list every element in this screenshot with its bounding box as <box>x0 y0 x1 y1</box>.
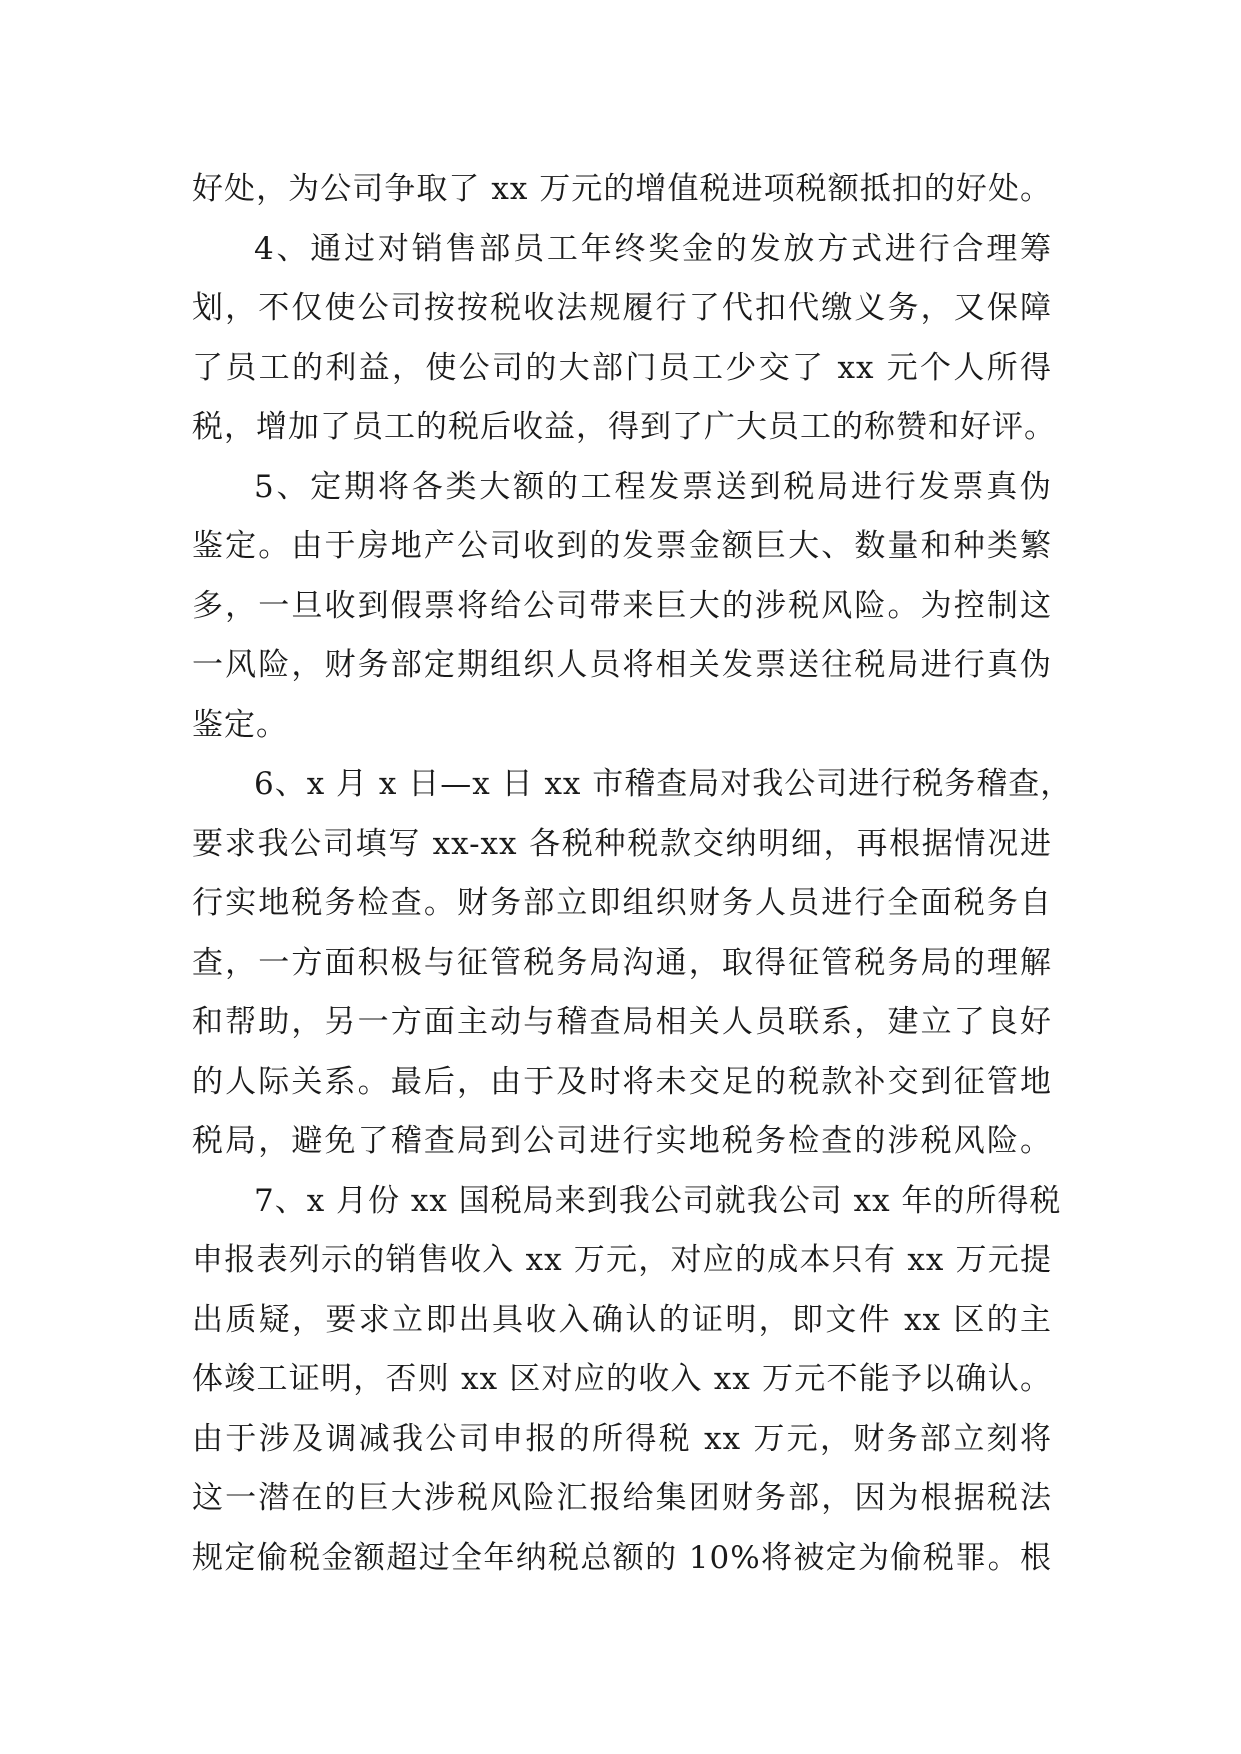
text-line: 体竣工证明，否则 xx 区对应的收入 xx 万元不能予以确认。 <box>192 1361 1052 1397</box>
text-line: 6、x 月 x 日—x 日 xx 市稽查局对我公司进行税务稽查， <box>254 766 1073 802</box>
text-line: 申报表列示的销售收入 xx 万元，对应的成本只有 xx 万元提 <box>192 1242 1052 1278</box>
text-line: 鉴定。 <box>192 706 288 743</box>
text-line: 出质疑，要求立即出具收入确认的证明，即文件 xx 区的主 <box>192 1301 1052 1338</box>
text-line: 税局，避免了稽查局到公司进行实地税务检查的涉税风险。 <box>192 1123 1052 1159</box>
text-line: 多，一旦收到假票将给公司带来巨大的涉税风险。为控制这 <box>192 587 1052 624</box>
text-line: 4、通过对销售部员工年终奖金的发放方式进行合理筹 <box>254 230 1052 267</box>
text-line: 好处，为公司争取了 xx 万元的增值税进项税额抵扣的好处。 <box>192 171 1052 207</box>
text-line: 查，一方面积极与征管税务局沟通，取得征管税务局的理解 <box>192 944 1052 981</box>
text-line: 了员工的利益，使公司的大部门员工少交了 xx 元个人所得 <box>192 349 1052 386</box>
text-line: 要求我公司填写 xx-xx 各税种税款交纳明细，再根据情况进 <box>192 825 1052 862</box>
text-line: 鉴定。由于房地产公司收到的发票金额巨大、数量和种类繁 <box>192 528 1052 564</box>
body-text <box>192 160 1073 1588</box>
text-line: 划，不仅使公司按按税收法规履行了代扣代缴义务，又保障 <box>192 290 1052 326</box>
text-line: 和帮助，另一方面主动与稽查局相关人员联系，建立了良好 <box>192 1004 1052 1040</box>
text-line: 这一潜在的巨大涉税风险汇报给集团财务部，因为根据税法 <box>192 1480 1052 1516</box>
text-line: 行实地税务检查。财务部立即组织财务人员进行全面税务自 <box>192 885 1052 921</box>
text-line: 一风险，财务部定期组织人员将相关发票送往税局进行真伪 <box>192 647 1052 683</box>
text-line: 规定偷税金额超过全年纳税总额的 10%将被定为偷税罪。根 <box>192 1539 1052 1576</box>
text-line: 5、定期将各类大额的工程发票送到税局进行发票真伪 <box>254 468 1052 505</box>
text-line: 税，增加了员工的税后收益，得到了广大员工的称赞和好评。 <box>192 409 1056 445</box>
text-line: 由于涉及调减我公司申报的所得税 xx 万元，财务部立刻将 <box>192 1420 1052 1457</box>
text-line: 7、x 月份 xx 国税局来到我公司就我公司 xx 年的所得税 <box>254 1182 1062 1219</box>
text-line: 的人际关系。最后，由于及时将未交足的税款补交到征管地 <box>192 1063 1052 1100</box>
